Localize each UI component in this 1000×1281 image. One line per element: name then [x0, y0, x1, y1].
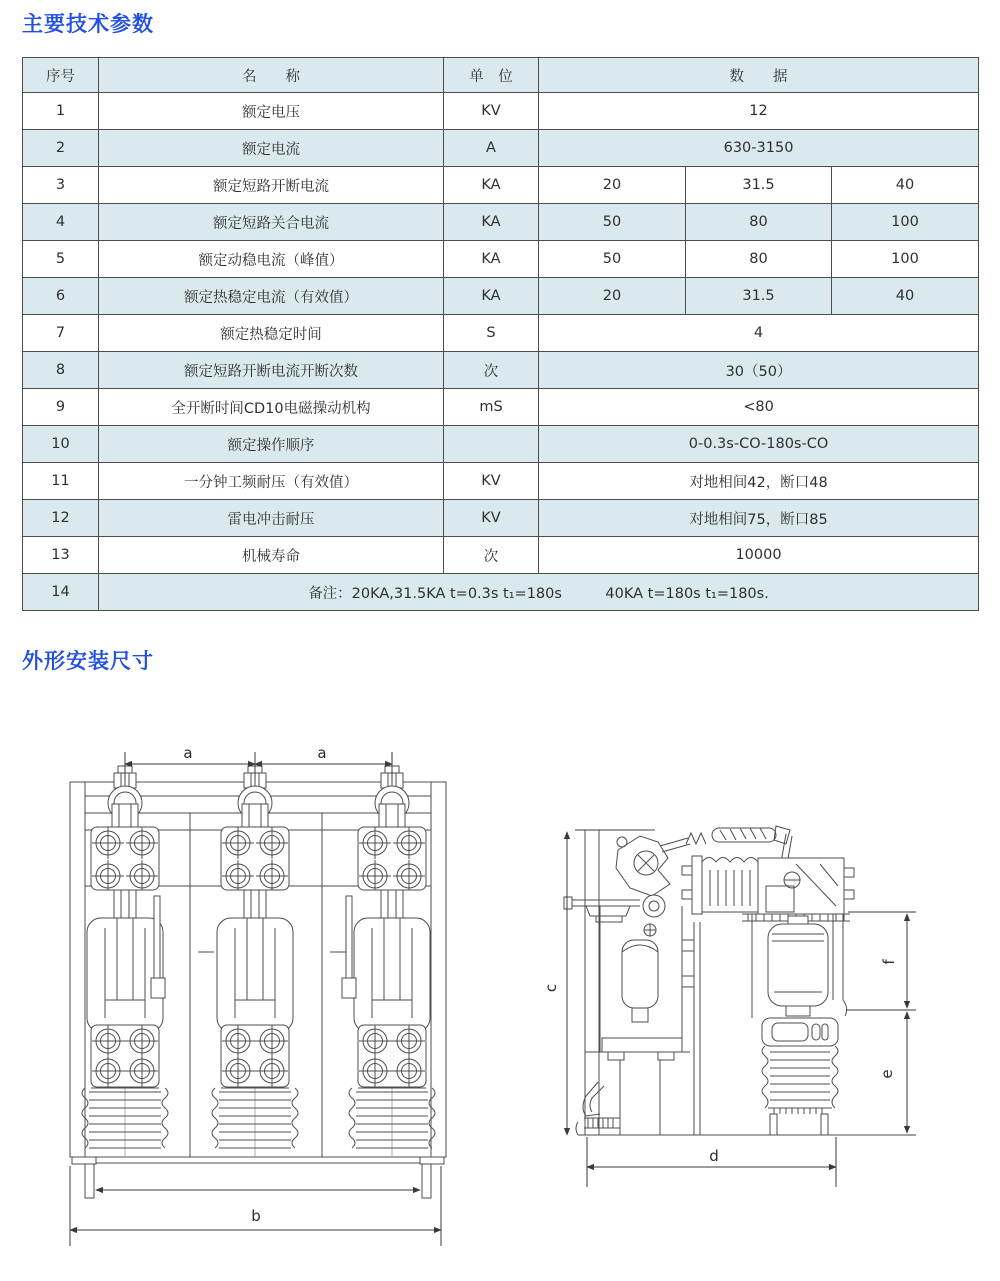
row-data-cell: 20	[539, 278, 686, 315]
row-no-cell: 2	[23, 130, 99, 167]
row-unit-cell: KV	[444, 463, 539, 500]
section-title-dimensions: 外形安装尺寸	[22, 649, 154, 673]
row-no-cell: 8	[23, 352, 99, 389]
row-data-cell: 对地相间75，断口85	[539, 500, 979, 537]
table-row	[23, 278, 979, 315]
table-row	[23, 574, 979, 611]
row-no-cell: 11	[23, 463, 99, 500]
col-header-data: 数 据	[539, 58, 979, 93]
row-data-cell: 100	[832, 241, 979, 278]
row-unit-cell: KA	[444, 204, 539, 241]
row-unit-cell: 次	[444, 537, 539, 574]
side-view-drawing	[542, 826, 916, 1187]
row-data-cell: 20	[539, 167, 686, 204]
row-name-cell: 雷电冲击耐压	[99, 500, 444, 537]
row-unit-cell: KA	[444, 241, 539, 278]
row-no-cell: 13	[23, 537, 99, 574]
row-unit-cell: KA	[444, 278, 539, 315]
row-data-cell: 10000	[539, 537, 979, 574]
row-data-cell: 31.5	[686, 278, 832, 315]
dim-label-f: f	[880, 959, 898, 965]
row-data-cell: 80	[686, 204, 832, 241]
row-name-cell: 额定热稳定时间	[99, 315, 444, 352]
row-no-cell: 12	[23, 500, 99, 537]
dim-label-a-right: a	[317, 744, 327, 762]
table-row	[23, 204, 979, 241]
table-row	[23, 537, 979, 574]
row-no-cell: 10	[23, 426, 99, 463]
row-data-cell: 630-3150	[539, 130, 979, 167]
table-row	[23, 463, 979, 500]
row-name-cell: 额定短路关合电流	[99, 204, 444, 241]
dim-label-b: b	[251, 1207, 261, 1225]
table-row	[23, 389, 979, 426]
section-title-tech-params: 主要技术参数	[22, 12, 154, 36]
row-name-cell: 全开断时间CD10电磁操动机构	[99, 389, 444, 426]
table-header-row	[23, 58, 979, 93]
row-data-cell: 0-0.3s-CO-180s-CO	[539, 426, 979, 463]
row-unit-cell: KV	[444, 93, 539, 130]
table-row	[23, 352, 979, 389]
row-data-cell: <80	[539, 389, 979, 426]
dim-label-c: c	[542, 983, 560, 993]
row-name-cell: 额定动稳电流（峰值）	[99, 241, 444, 278]
col-header-name: 名 称	[99, 58, 444, 93]
row-no-cell: 14	[23, 574, 99, 611]
row-name-cell: 机械寿命	[99, 537, 444, 574]
row-no-cell: 6	[23, 278, 99, 315]
row-no-cell: 9	[23, 389, 99, 426]
row-name-cell: 额定电流	[99, 130, 444, 167]
row-data-cell: 100	[832, 204, 979, 241]
col-header-unit: 单 位	[444, 58, 539, 93]
table-row	[23, 130, 979, 167]
row-unit-cell: KA	[444, 167, 539, 204]
row-name-cell: 额定热稳定电流（有效值）	[99, 278, 444, 315]
tech-params-table	[22, 57, 979, 611]
table-row	[23, 167, 979, 204]
row-data-cell: 30（50）	[539, 352, 979, 389]
dim-label-a-left: a	[183, 744, 193, 762]
row-unit-cell	[444, 426, 539, 463]
row-no-cell: 3	[23, 167, 99, 204]
row-name-cell: 额定操作顺序	[99, 426, 444, 463]
row-no-cell: 7	[23, 315, 99, 352]
row-data-cell: 对地相间42，断口48	[539, 463, 979, 500]
row-note-cell: 备注：20KA,31.5KA t=0.3s t₁=180s 40KA t=180s t₁=180s.	[99, 574, 979, 611]
row-data-cell: 4	[539, 315, 979, 352]
row-name-cell: 额定电压	[99, 93, 444, 130]
row-no-cell: 1	[23, 93, 99, 130]
row-unit-cell: A	[444, 130, 539, 167]
table-row	[23, 500, 979, 537]
row-unit-cell: 次	[444, 352, 539, 389]
row-data-cell: 40	[832, 167, 979, 204]
tech-table-body	[23, 93, 979, 611]
front-view-drawing	[70, 744, 446, 1246]
row-unit-cell: mS	[444, 389, 539, 426]
row-name-cell: 额定短路开断电流	[99, 167, 444, 204]
row-unit-cell: KV	[444, 500, 539, 537]
row-data-cell: 12	[539, 93, 979, 130]
row-no-cell: 5	[23, 241, 99, 278]
row-data-cell: 40	[832, 278, 979, 315]
table-row	[23, 315, 979, 352]
dim-label-e: e	[878, 1069, 896, 1079]
table-row	[23, 241, 979, 278]
row-no-cell: 4	[23, 204, 99, 241]
row-data-cell: 31.5	[686, 167, 832, 204]
col-header-no: 序号	[23, 58, 99, 93]
row-name-cell: 额定短路开断电流开断次数	[99, 352, 444, 389]
table-row	[23, 426, 979, 463]
row-data-cell: 50	[539, 241, 686, 278]
row-unit-cell: S	[444, 315, 539, 352]
outline-dimension-drawings	[0, 700, 1000, 1281]
row-name-cell: 一分钟工频耐压（有效值）	[99, 463, 444, 500]
table-row	[23, 93, 979, 130]
row-data-cell: 50	[539, 204, 686, 241]
row-data-cell: 80	[686, 241, 832, 278]
dim-label-d: d	[709, 1147, 719, 1165]
